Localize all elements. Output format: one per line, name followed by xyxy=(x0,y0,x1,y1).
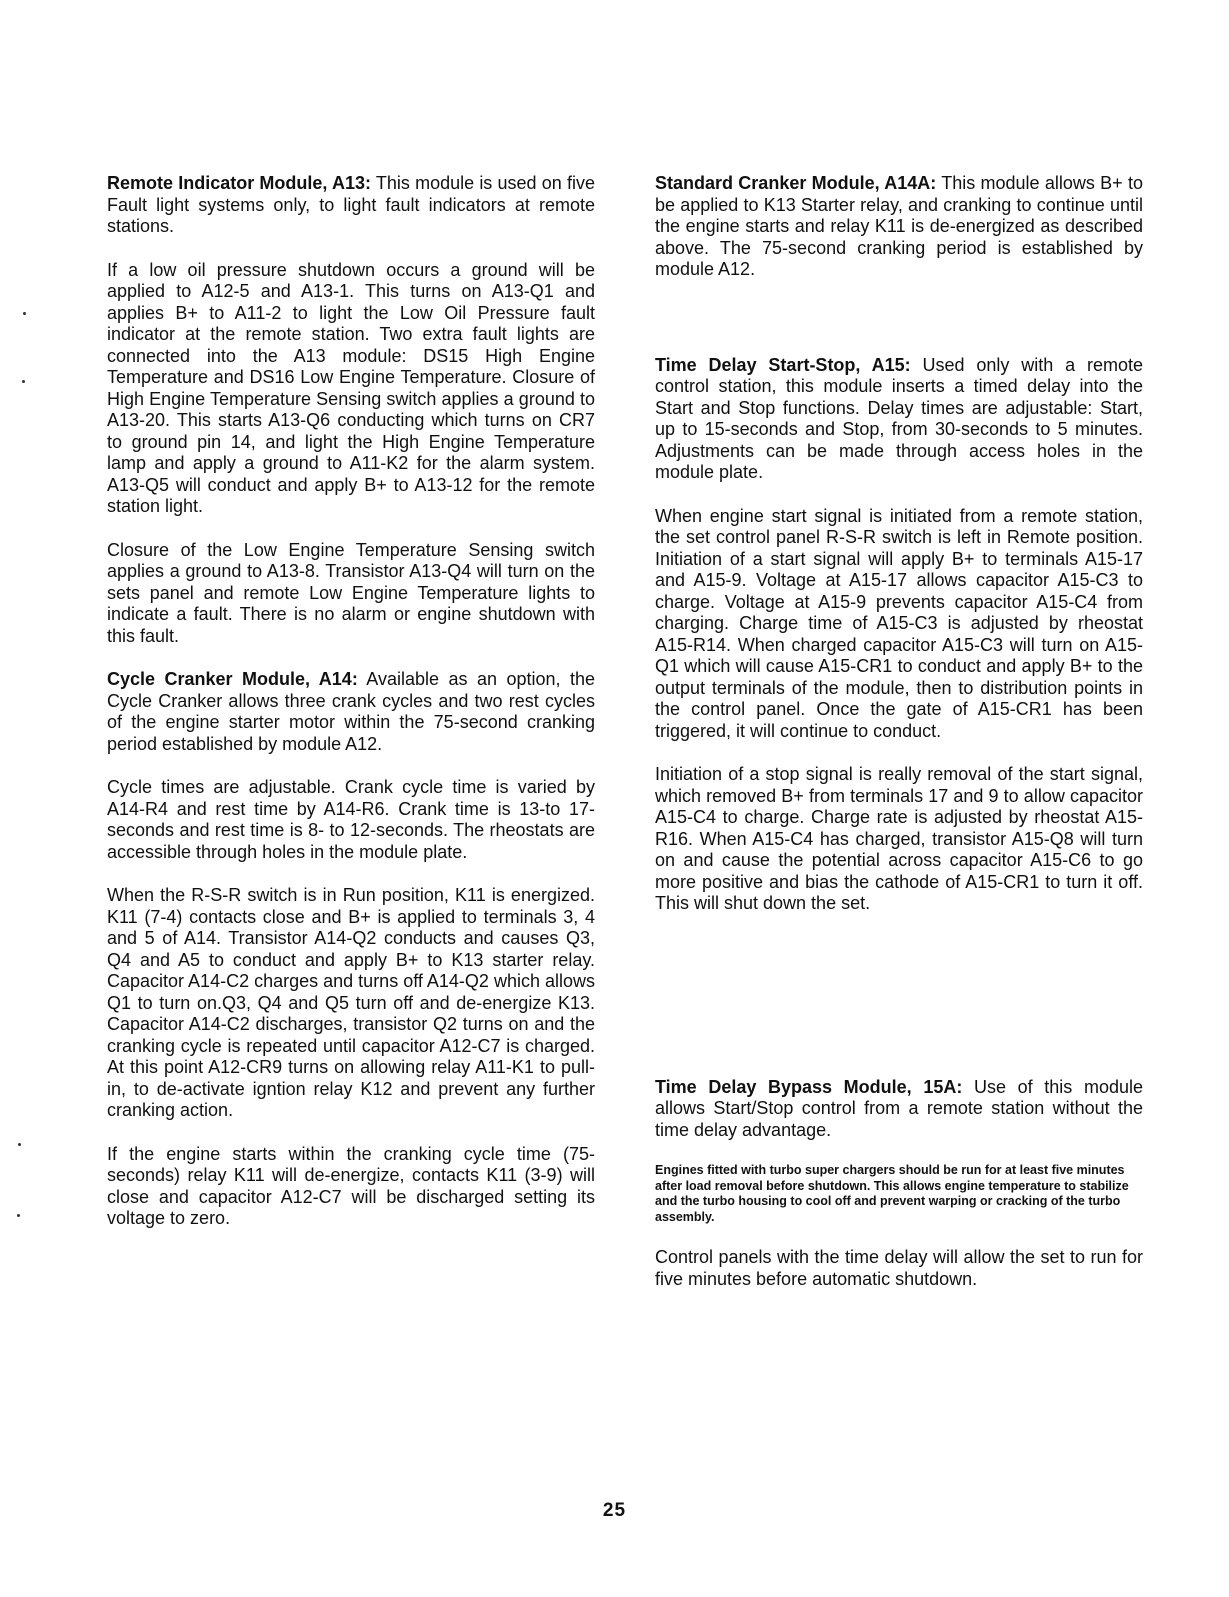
engine-starts-paragraph xyxy=(107,1144,595,1230)
turbo-note: Engines fitted with turbo super chargers should be run for at least five minutes after load removal before shutdown. This allows engine temperature to stabilize and the turbo housing to cool off and prevent warping or cracking of the turbo assembly. xyxy=(655,1163,1129,1224)
paragraph-text: Initiation of a stop signal is really removal of the start signal, which removed B+ from terminals 17 and 9 to allow capacitor A15-C4 to charge. Charge rate is adjusted by rheostat A15-R16. When A15-C4 has charged, transistor A15-Q8 will turn on and cause the potential across capacitor A15-C6 to go more positive and bias the cathode of A15-CR1 to turn it off. This will shut down the set. xyxy=(655,764,1143,913)
spacer xyxy=(655,303,1143,355)
paragraph-text: Cycle times are adjustable. Crank cycle time is varied by A14-R4 and rest time by A14-R6. Crank time is 13-to 17-seconds and rest time is 8- to 12-seconds. The rheostats are accessible through holes in the module plate. xyxy=(107,777,595,862)
scan-speck xyxy=(22,380,25,383)
paragraph-text: Used only with a remote control station, this module inserts a timed delay into the Start and Stop functions. Delay times are adjustable: Start, up to 15-seconds and Stop, from 30-seconds to 5 minutes. Adjustments can be made through access holes in the module plate. xyxy=(655,354,1143,482)
paragraph-text: When the R-S-R switch is in Run position, K11 is energized. K11 (7-4) contacts close and B+ is applied to terminals 3, 4 and 5 of A14. Transistor A14-Q2 conducts and causes Q3, Q4 and A5 to conduct and apply B+ to K13 starter relay. Capacitor A14-C2 charges and turns off A14-Q2 which allows Q1 to turn on.Q3, Q4 and Q5 turn off and de-energize K13. Capacitor A14-C2 discharges, transistor Q2 turns on and the cranking cycle is repeated until capacitor A12-C7 is charged. At this point A12-CR9 turns on allowing relay A11-K1 to pull-in, to de-activate igntion relay K12 and prevent any further cranking action. xyxy=(107,885,595,1120)
time-delay-bypass-module-paragraph xyxy=(655,1077,1143,1142)
control-panels-paragraph xyxy=(655,1247,1143,1290)
paragraph-text: This module allows B+ to be applied to K13 Starter relay, and cranking to continue until the engine starts and relay K11 is de-energized as described above. The 75-second cranking period is established by module A12. xyxy=(655,173,1143,279)
start-signal-paragraph xyxy=(655,506,1143,743)
paragraph-text: Closure of the Low Engine Temperature Sensing switch applies a ground to A13-8. Transistor A13-Q4 will turn on the sets panel and remote Low Engine Temperature lights to indicate a fault. There is no alarm or engine shutdown with this fault. xyxy=(107,539,595,646)
paragraph-text: Available as an option, the Cycle Cranker allows three crank cycles and two rest cycles of the engine starter motor within the 75-second cranking period established by module A12. xyxy=(107,669,595,754)
section-heading: Cycle Cranker Module, A14: xyxy=(107,669,358,689)
rsr-switch-paragraph xyxy=(107,885,595,1122)
paragraph-text: Use of this module allows Start/Stop control from a remote station without the time delay advantage. xyxy=(655,1076,1143,1140)
section-heading: Time Delay Start-Stop, A15: xyxy=(655,354,911,375)
paragraph-text: When engine start signal is initiated from a remote station, the set control panel R-S-R switch is left in Remote position. Initiation of a start signal will apply B+ to terminals A15-17 and A15-9. Voltage at A15-17 allows capacitor A15-C3 to charge. Voltage at A15-9 prevents capacitor A15-C4 from charging. Charge time of A15-C3 is adjusted by rheostat A15-R14. When charged capacitor A15-C3 will turn on A15-Q1 which will cause A15-CR1 to conduct and apply B+ to the output terminals of the module, then to distribution points in the control panel. Once the gate of A15-CR1 has been triggered, it will continue to conduct. xyxy=(655,505,1143,741)
section-heading: Remote Indicator Module, A13: xyxy=(107,173,371,193)
low-oil-pressure-paragraph xyxy=(107,260,595,518)
paragraph-text: This module is used on five Fault light systems only, to light fault indicators at remote stations. xyxy=(107,173,595,236)
scan-speck xyxy=(18,1143,21,1146)
cycle-times-paragraph xyxy=(107,777,595,863)
remote-indicator-module-paragraph xyxy=(107,173,595,238)
page-number: 25 xyxy=(602,1500,627,1521)
cycle-cranker-module-paragraph xyxy=(107,669,595,755)
scan-speck xyxy=(23,312,26,315)
standard-cranker-module-paragraph xyxy=(655,173,1143,281)
section-heading: Time Delay Bypass Module, 15A: xyxy=(655,1076,963,1097)
section-heading: Standard Cranker Module, A14A: xyxy=(655,173,937,193)
left-column xyxy=(107,173,595,1252)
low-engine-temperature-paragraph xyxy=(107,540,595,648)
paragraph-text: If the engine starts within the cranking cycle time (75-seconds) relay K11 will de-energize, contacts K11 (3-9) will close and capacitor A12-C7 will be discharged setting its voltage to zero. xyxy=(107,1143,595,1228)
scan-speck xyxy=(17,1214,20,1217)
time-delay-start-stop-paragraph xyxy=(655,355,1143,484)
paragraph-text: Control panels with the time delay will allow the set to run for five minutes before automatic shutdown. xyxy=(655,1247,1143,1289)
spacer xyxy=(655,937,1143,1077)
paragraph-text: If a low oil pressure shutdown occurs a ground will be applied to A12-5 and A13-1. This turns on A13-Q1 and applies B+ to A11-2 to light the Low Oil Pressure fault indicator at the remote station. Two extra fault lights are connected into the A13 module: DS15 High Engine Temperature and DS16 Low Engine Temperature. Closure of High Engine Temperature Sensing switch applies a ground to A13-20. This starts A13-Q6 conducting which turns on CR7 to ground pin 14, and light the High Engine Temperature lamp and apply a ground to A11-K2 for the alarm system. A13-Q5 will conduct and apply B+ to A13-12 for the remote station light. xyxy=(107,259,595,516)
stop-signal-paragraph xyxy=(655,764,1143,915)
right-column xyxy=(655,173,1143,1312)
